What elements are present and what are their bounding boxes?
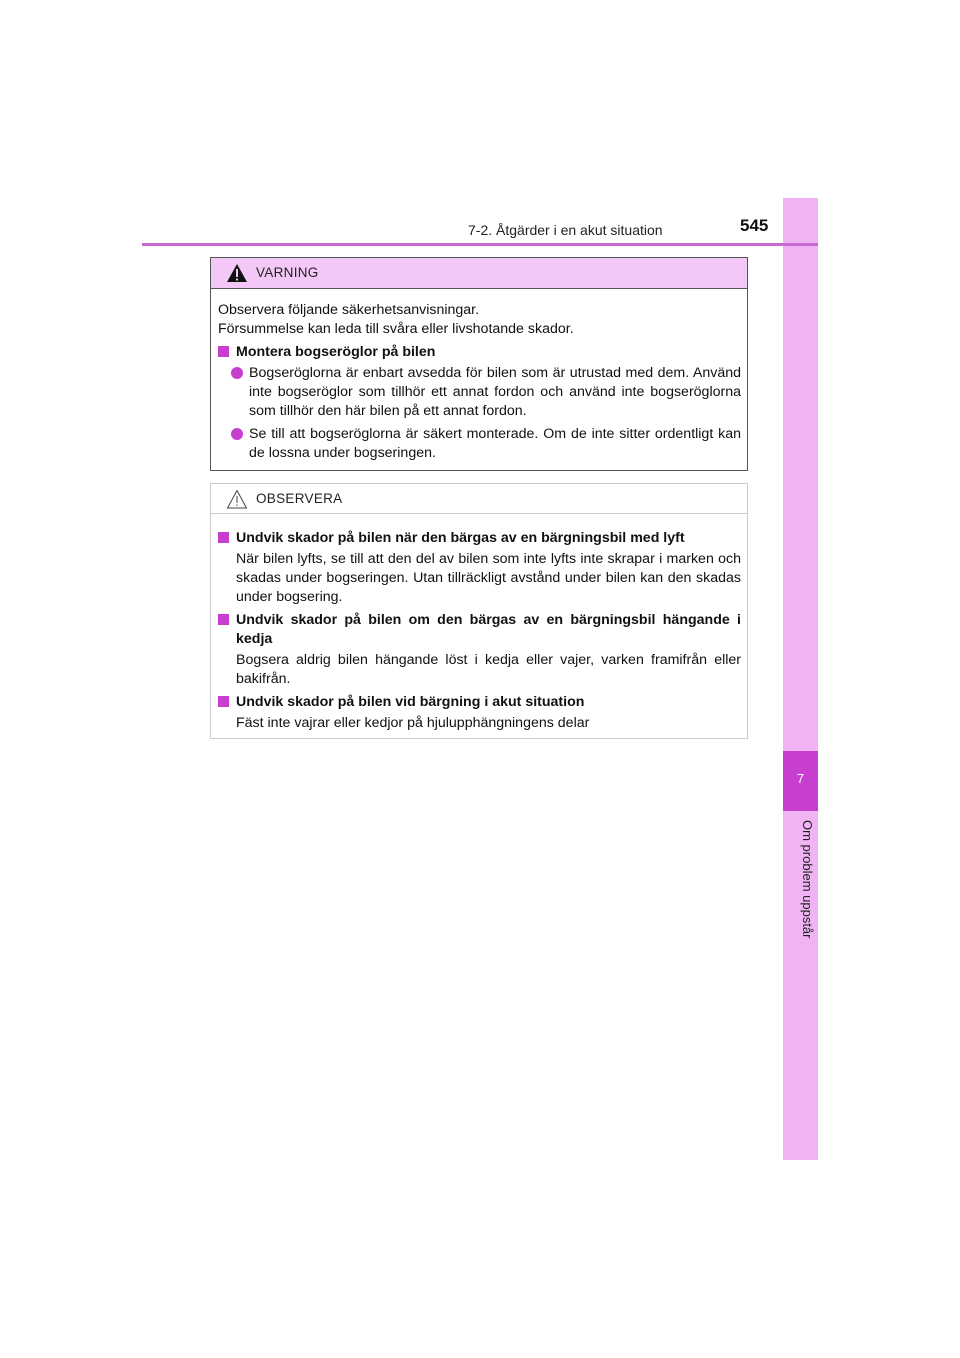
chapter-side-tab xyxy=(783,198,818,1160)
warning-intro-line-1: Observera följande säkerhetsanvisningar. xyxy=(218,302,480,318)
warning-body xyxy=(211,289,747,463)
square-bullet-icon xyxy=(218,346,229,357)
warning-bullet xyxy=(218,425,741,463)
caution-triangle-outline-icon xyxy=(226,489,248,509)
warning-section-title: Montera bogseröglor på bilen xyxy=(236,344,436,360)
notice-section-text: Bogsera aldrig bilen hängande löst i kedja eller vajer, varken framifrån eller bakifrån. xyxy=(236,652,741,687)
notice-section-title: Undvik skador på bilen om den bärgas av en bärgningsbil hängande i kedja xyxy=(236,612,741,647)
warning-bullet-text: Se till att bogseröglorna är säkert monterade. Om de inte sitter ordentligt kan de lossna under bogseringen. xyxy=(249,426,741,461)
notice-box xyxy=(210,483,748,739)
warning-title: VARNING xyxy=(256,265,319,280)
warning-bullet-text: Bogseröglorna är enbart avsedda för bilen som är utrustad med dem. Använd inte bogseröglor som tillhör ett annat fordon och använd inte bogseröglorna som tillhör den här bilen på ett annat fordon. xyxy=(249,365,741,419)
notice-title: OBSERVERA xyxy=(256,491,343,506)
notice-section-text: Fäst inte vajrar eller kedjor på hjulupphängningens delar xyxy=(236,715,590,731)
page-number: 545 xyxy=(740,216,769,235)
warning-bullet xyxy=(218,364,741,421)
chapter-number: 7 xyxy=(796,771,805,786)
notice-header xyxy=(211,484,747,514)
warning-triangle-filled-icon xyxy=(226,263,248,283)
notice-body xyxy=(211,514,747,733)
warning-section-heading xyxy=(218,343,741,362)
notice-section-heading xyxy=(218,611,741,649)
header-rule xyxy=(142,243,818,246)
notice-section-heading xyxy=(218,529,741,548)
notice-section-heading xyxy=(218,693,741,712)
section-title: 7-2. Åtgärder i en akut situation xyxy=(468,222,663,238)
chapter-label: Om problem uppstår xyxy=(800,820,815,939)
warning-header xyxy=(211,258,747,289)
warning-intro-line-2: Försummelse kan leda till svåra eller livshotande skador. xyxy=(218,321,574,337)
circle-bullet-icon xyxy=(231,428,243,440)
square-bullet-icon xyxy=(218,614,229,625)
square-bullet-icon xyxy=(218,532,229,543)
warning-box xyxy=(210,257,748,471)
circle-bullet-icon xyxy=(231,367,243,379)
notice-section-title: Undvik skador på bilen när den bärgas av en bärgningsbil med lyft xyxy=(236,530,685,546)
notice-section-text: När bilen lyfts, se till att den del av bilen som inte lyfts inte skrapar i marken och skadas under bogseringen. Utan tillräckligt avstånd under bilen kan den skadas under bogsering. xyxy=(236,551,741,605)
square-bullet-icon xyxy=(218,696,229,707)
notice-section-title: Undvik skador på bilen vid bärgning i akut situation xyxy=(236,694,585,710)
